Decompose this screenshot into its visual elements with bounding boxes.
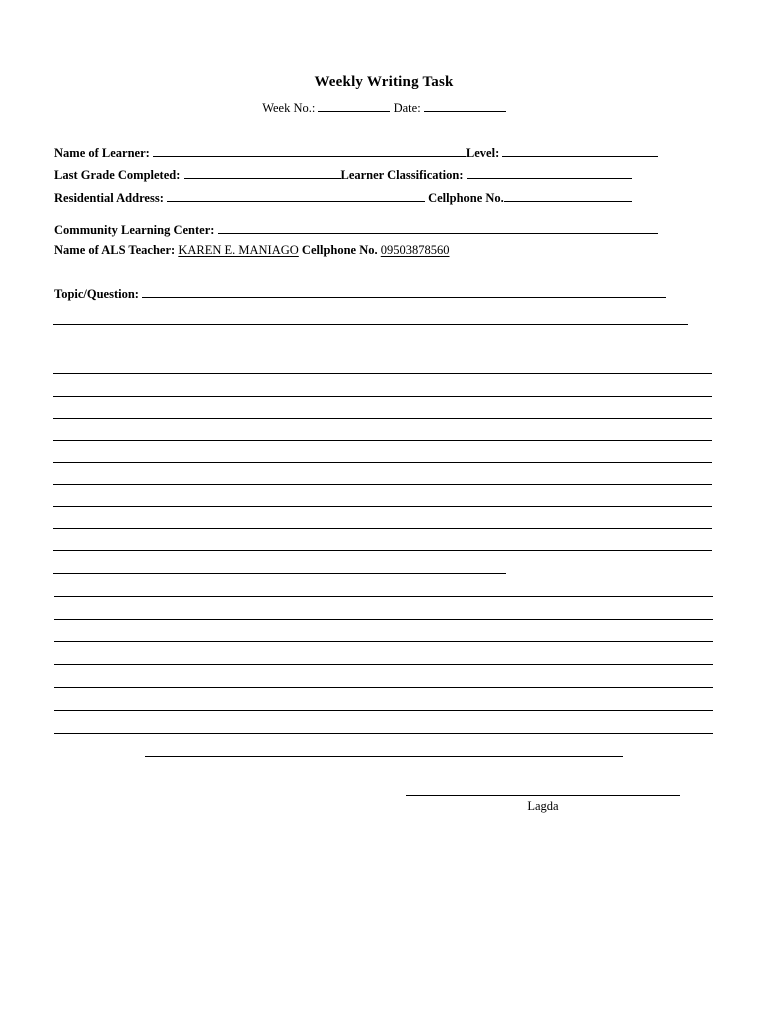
writing-line[interactable] xyxy=(53,528,712,529)
signature-label: Lagda xyxy=(527,799,559,813)
als-teacher-label: Name of ALS Teacher: xyxy=(54,243,176,257)
writing-line[interactable] xyxy=(54,619,713,620)
level-label: Level: xyxy=(465,146,500,160)
writing-line[interactable] xyxy=(54,596,713,597)
document-title: Weekly Writing Task xyxy=(314,74,454,90)
date-label: Date: xyxy=(393,101,421,115)
date-field[interactable] xyxy=(424,99,506,112)
week-label: Week No.: xyxy=(262,101,316,115)
week-date-line xyxy=(0,99,768,116)
cellphone-label: Cellphone No. xyxy=(428,191,504,205)
teacher-cellphone-value: 09503878560 xyxy=(380,243,450,257)
residential-address-label: Residential Address: xyxy=(54,191,164,205)
signature-line[interactable] xyxy=(406,795,680,796)
learner-classification-label: Learner Classification: xyxy=(340,168,464,182)
last-grade-completed-field[interactable] xyxy=(184,166,341,179)
community-learning-center-label: Community Learning Center: xyxy=(54,223,215,237)
writing-line[interactable] xyxy=(53,484,712,485)
learner-classification-field[interactable] xyxy=(467,166,632,179)
writing-line[interactable] xyxy=(54,641,713,642)
cellphone-field[interactable] xyxy=(504,189,632,202)
writing-line[interactable] xyxy=(53,373,712,374)
teacher-name-value: KAREN E. MANIAGO xyxy=(178,243,299,257)
level-field[interactable] xyxy=(502,144,658,157)
name-of-learner-label: Name of Learner: xyxy=(54,146,150,160)
community-learning-center-row xyxy=(54,221,658,238)
teacher-cellphone-label: Cellphone No. xyxy=(301,243,378,257)
residential-address-field[interactable] xyxy=(167,189,425,202)
writing-line-centered[interactable] xyxy=(145,756,623,757)
address-cellphone-row xyxy=(54,189,632,206)
writing-line[interactable] xyxy=(53,396,712,397)
writing-line[interactable] xyxy=(54,687,713,688)
topic-continuation-line[interactable] xyxy=(53,324,688,325)
community-learning-center-field[interactable] xyxy=(218,221,658,234)
last-grade-completed-label: Last Grade Completed: xyxy=(54,168,181,182)
writing-line[interactable] xyxy=(53,550,712,551)
writing-line[interactable] xyxy=(53,462,712,463)
writing-line[interactable] xyxy=(53,418,712,419)
topic-question-label: Topic/Question: xyxy=(54,287,139,301)
grade-classification-row xyxy=(54,166,632,183)
name-of-learner-field[interactable] xyxy=(153,144,466,157)
topic-question-field[interactable] xyxy=(142,285,666,298)
writing-line[interactable] xyxy=(54,664,713,665)
writing-line[interactable] xyxy=(54,710,713,711)
als-teacher-row xyxy=(54,243,450,258)
week-field[interactable] xyxy=(318,99,390,112)
topic-question-row xyxy=(54,285,666,302)
writing-line-short[interactable] xyxy=(53,573,506,574)
writing-line[interactable] xyxy=(54,733,713,734)
name-level-row xyxy=(54,144,658,161)
writing-line[interactable] xyxy=(53,440,712,441)
writing-line[interactable] xyxy=(53,506,712,507)
